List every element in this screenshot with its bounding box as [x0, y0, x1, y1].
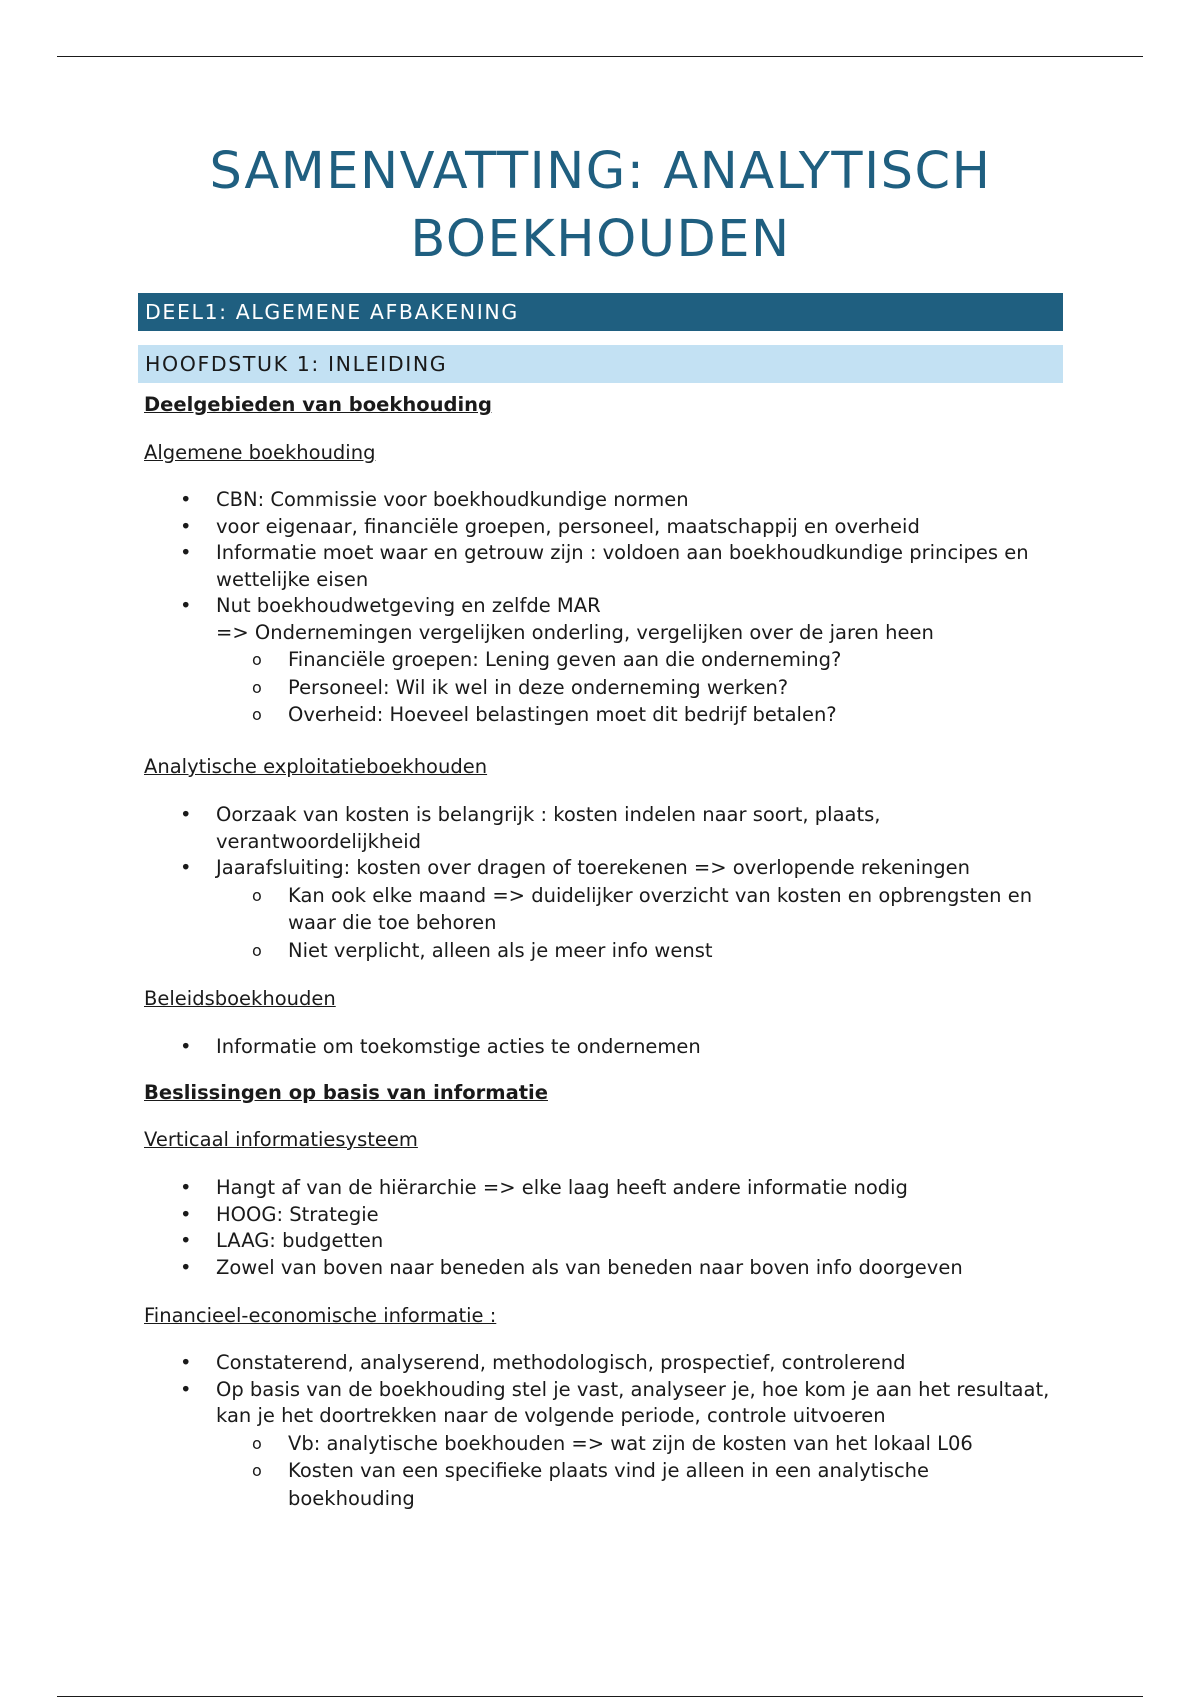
sub-list-item: o Vb: analytische boekhouden => wat zijn de kosten van het lokaal L06	[144, 1430, 1059, 1458]
list-item: • Oorzaak van kosten is belangrijk : kosten indelen naar soort, plaats, verantwoordelijkheid	[144, 802, 1059, 855]
list-item: • Op basis van de boekhouding stel je vast, analyseer je, hoe kom je aan het resultaat, kan je het doortrekken naar de volgende periode, controle uitvoeren	[144, 1377, 1059, 1430]
list-item: • Informatie om toekomstige acties te ondernemen	[144, 1034, 1059, 1061]
list-item: • Zowel van boven naar beneden als van beneden naar boven info doorgeven	[144, 1255, 1059, 1282]
bottom-rule	[57, 1696, 1143, 1697]
sub-list-item: o Niet verplicht, alleen als je meer info wenst	[144, 937, 1059, 965]
subheading-algemene-boekhouding: Algemene boekhouding	[144, 441, 376, 464]
sub-list-item: o Financiële groepen: Lening geven aan die onderneming?	[144, 646, 1059, 674]
list-algemene-boekhouding	[144, 487, 1059, 729]
list-verticaal	[144, 1175, 1059, 1281]
list-item-continuation: => Ondernemingen vergelijken onderling, vergelijken over de jaren heen	[216, 620, 934, 644]
sub-list-item: o Kan ook elke maand => duidelijker overzicht van kosten en opbrengsten en waar die toe behoren	[144, 882, 1059, 937]
section-heading-deelgebieden: Deelgebieden van boekhouding	[144, 393, 492, 416]
top-rule	[57, 56, 1143, 57]
list-item: • Jaarafsluiting: kosten over dragen of toerekenen => overlopende rekeningen	[144, 855, 1059, 882]
list-item: • HOOG: Strategie	[144, 1202, 1059, 1229]
sub-list-item: o Overheid: Hoeveel belastingen moet dit bedrijf betalen?	[144, 701, 1059, 729]
section-heading-beslissingen: Beslissingen op basis van informatie	[144, 1081, 548, 1104]
sub-list-item: o Personeel: Wil ik wel in deze onderneming werken?	[144, 674, 1059, 702]
chapter-heading: HOOFDSTUK 1: INLEIDING	[138, 345, 1063, 383]
subheading-analytische-exploitatieboekhouden: Analytische exploitatieboekhouden	[144, 755, 488, 778]
document-title: SAMENVATTING: ANALYTISCH BOEKHOUDEN	[209, 142, 992, 269]
sub-list-item: o Kosten van een specifieke plaats vind je alleen in een analytische boekhouding	[144, 1457, 1059, 1512]
list-item: • Constaterend, analyserend, methodologisch, prospectief, controlerend	[144, 1350, 1059, 1377]
list-item: • LAAG: budgetten	[144, 1228, 1059, 1255]
subheading-financieel-economische-informatie: Financieel-economische informatie :	[144, 1304, 497, 1327]
list-item: • Informatie moet waar en getrouw zijn : voldoen aan boekhoudkundige principes en wettelijke eisen	[144, 540, 1059, 593]
subheading-verticaal-informatiesysteem: Verticaal informatiesysteem	[144, 1128, 418, 1151]
list-item: • CBN: Commissie voor boekhoudkundige normen	[144, 487, 1059, 514]
list-beleidsboekhouden	[144, 1034, 1059, 1061]
part-heading: DEEL1: ALGEMENE AFBAKENING	[138, 293, 1063, 331]
list-analytische	[144, 802, 1059, 964]
list-item: • Nut boekhoudwetgeving en zelfde MAR	[144, 593, 1059, 620]
list-item: • voor eigenaar, financiële groepen, personeel, maatschappij en overheid	[144, 514, 1059, 541]
list-financieel	[144, 1350, 1059, 1512]
list-item: • Hangt af van de hiërarchie => elke laag heeft andere informatie nodig	[144, 1175, 1059, 1202]
subheading-beleidsboekhouden: Beleidsboekhouden	[144, 987, 336, 1010]
